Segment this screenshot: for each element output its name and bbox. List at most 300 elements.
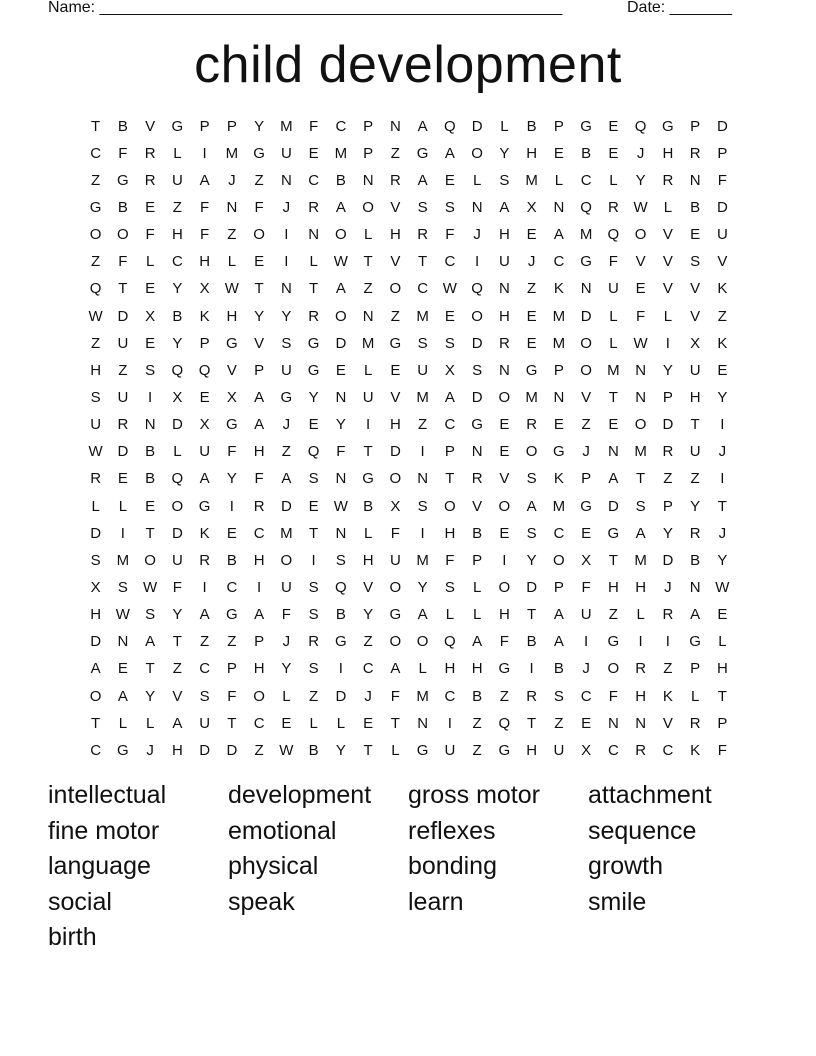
grid-letter: Z [227,633,237,651]
grid-letter: Z [172,198,182,216]
grid-letter: D [90,524,102,542]
word-list-item: reflexes [408,816,496,845]
grid-letter: P [690,117,701,135]
grid-letter: V [662,714,673,732]
grid-letter: V [145,117,156,135]
grid-letter: E [117,470,128,488]
grid-letter: O [471,144,483,162]
grid-letter: P [472,551,483,569]
grid-letter: N [117,633,129,651]
grid-letter: M [416,551,429,569]
grid-letter: O [389,578,402,596]
grid-letter: H [635,687,647,705]
grid-letter: O [389,470,402,488]
grid-letter: O [580,334,592,352]
grid-letter: Z [499,687,509,705]
grid-letter: R [199,551,211,569]
grid-letter: P [553,578,564,596]
grid-letter: T [227,714,237,732]
grid-letter: Z [390,307,400,325]
grid-letter: B [145,443,156,461]
grid-letter: G [307,334,320,352]
grid-letter: H [90,606,102,624]
grid-letter: H [471,660,483,678]
grid-letter: R [117,416,129,434]
grid-letter: O [335,226,347,244]
grid-letter: J [228,171,236,189]
grid-letter: E [335,361,346,379]
grid-letter: N [226,198,238,216]
grid-letter: Z [91,171,101,189]
grid-letter: O [171,497,184,515]
grid-letter: S [690,253,701,271]
grid-letter: Y [335,741,346,759]
grid-letter: O [634,226,647,244]
grid-letter: H [389,226,401,244]
grid-letter: G [580,117,592,135]
grid-letter: C [171,253,183,271]
grid-letter: S [117,578,128,596]
grid-letter: S [635,497,646,515]
grid-letter: Z [254,171,264,189]
grid-row [82,303,736,330]
grid-letter: Y [499,144,510,162]
grid-letter: H [635,578,647,596]
grid-letter: A [417,117,428,135]
grid-letter: L [363,361,373,379]
grid-letter: T [309,524,319,542]
grid-letter: H [526,741,538,759]
grid-letter: C [580,171,592,189]
grid-letter: E [308,416,319,434]
grid-letter: N [389,117,401,135]
grid-letter: I [366,416,371,434]
grid-letter: U [199,714,211,732]
grid-letter: C [553,524,565,542]
grid-letter: E [281,714,292,732]
grid-letter: W [715,578,730,596]
grid-letter: E [308,144,319,162]
grid-letter: L [472,606,482,624]
grid-letter: J [473,226,481,244]
grid-letter: T [390,714,400,732]
word-list-item: learn [408,887,464,916]
grid-letter: L [309,714,318,732]
grid-letter: V [254,334,265,352]
grid-letter: N [689,171,701,189]
grid-letter: L [445,606,455,624]
grid-letter: E [226,524,237,542]
grid-letter: U [417,361,429,379]
grid-letter: T [527,714,537,732]
grid-letter: A [390,660,401,678]
grid-letter: S [417,334,428,352]
grid-letter: A [199,606,210,624]
grid-letter: F [118,144,128,162]
grid-letter: P [662,497,673,515]
grid-letter: G [389,606,402,624]
word-list [48,778,768,956]
grid-letter: N [607,443,619,461]
word-list-item: language [48,852,151,880]
grid-letter: W [88,307,103,325]
grid-letter: L [391,741,400,759]
word-list-item: smile [588,887,647,916]
grid-letter: U [553,741,565,759]
grid-letter: N [280,171,292,189]
grid-letter: U [280,144,292,162]
grid-letter: R [662,171,674,189]
grid-letter: Z [281,443,291,461]
word-list-item: fine motor [48,816,160,845]
grid-letter: U [280,361,292,379]
grid-letter: D [580,307,592,325]
grid-letter: Y [417,578,428,596]
grid-letter: Y [308,388,319,406]
grid-letter: L [145,253,155,271]
grid-letter: F [336,443,346,461]
grid-letter: B [690,198,701,216]
grid-letter: S [90,551,101,569]
grid-letter: Z [363,633,373,651]
grid-letter: R [689,714,701,732]
grid-letter: Z [118,361,128,379]
grid-letter: X [526,198,537,216]
grid-letter: Z [690,470,700,488]
grid-letter: T [717,497,727,515]
grid-letter: H [389,416,401,434]
grid-letter: L [418,660,427,678]
grid-letter: L [282,687,291,705]
grid-letter: E [308,497,319,515]
grid-letter: E [608,144,619,162]
grid-letter: N [335,470,347,488]
grid-letter: A [553,606,564,624]
grid-letter: C [253,714,265,732]
grid-letter: E [526,307,537,325]
grid-letter: Y [281,660,292,678]
grid-letter: G [226,416,238,434]
grid-letter: E [254,253,265,271]
grid-letter: N [635,388,647,406]
grid-letter: P [363,117,374,135]
grid-letter: N [689,578,701,596]
grid-letter: R [689,524,701,542]
grid-letter: T [145,524,155,542]
grid-letter: U [716,226,728,244]
grid-letter: Y [662,524,673,542]
grid-letter: O [498,497,511,515]
grid-letter: Y [363,606,374,624]
grid-letter: U [199,443,211,461]
grid-letter: Y [172,606,183,624]
grid-letter: S [199,687,210,705]
word-list-item: development [228,781,372,809]
grid-letter: C [444,416,456,434]
grid-letter: X [199,280,210,298]
grid-letter: G [662,117,674,135]
grid-letter: Z [663,660,673,678]
grid-letter: N [580,280,592,298]
grid-letter: B [581,144,592,162]
grid-letter: Z [663,470,673,488]
grid-letter: D [471,117,483,135]
grid-letter: T [118,280,128,298]
grid-letter: A [526,497,537,515]
grid-letter: T [363,443,373,461]
grid-letter: O [362,198,374,216]
grid-letter: D [117,307,129,325]
grid-letter: T [636,470,646,488]
grid-row [82,629,736,656]
grid-letter: C [226,578,238,596]
grid-letter: O [525,443,538,461]
grid-letter: G [607,524,620,542]
grid-letter: K [199,524,210,542]
grid-letter: T [418,253,428,271]
grid-letter: X [444,361,455,379]
grid-letter: W [442,280,457,298]
grid-letter: Q [444,633,456,651]
grid-letter: D [471,334,483,352]
grid-row [82,656,736,683]
grid-letter: M [579,226,593,244]
grid-letter: H [607,578,619,596]
grid-letter: V [690,280,701,298]
name-field-label: Name: ____________________________________________________ [48,0,563,16]
grid-letter: P [254,361,265,379]
grid-letter: M [225,144,239,162]
grid-letter: N [498,361,510,379]
grid-letter: L [91,497,100,515]
grid-letter: G [607,633,620,651]
grid-letter: D [199,741,211,759]
grid-letter: B [526,633,537,651]
grid-letter: W [279,741,294,759]
grid-letter: L [636,606,645,624]
grid-row [82,276,736,303]
grid-letter: E [526,334,537,352]
grid-letter: N [308,226,320,244]
grid-letter: Z [254,741,264,759]
grid-letter: L [500,117,509,135]
grid-letter: H [498,606,510,624]
grid-letter: A [553,633,564,651]
grid-letter: J [636,144,645,162]
grid-letter: L [718,633,727,651]
grid-letter: C [90,741,102,759]
grid-letter: K [717,280,728,298]
grid-letter: Y [335,416,346,434]
grid-letter: A [635,524,646,542]
grid-letter: I [665,633,670,651]
grid-letter: O [389,633,402,651]
grid-letter: C [417,280,429,298]
grid-letter: L [227,253,237,271]
grid-letter: E [553,416,564,434]
grid-letter: Y [226,470,237,488]
grid-letter: E [717,606,728,624]
grid-letter: U [607,280,619,298]
grid-letter: F [445,226,455,244]
grid-letter: G [89,198,102,216]
grid-row [82,439,736,466]
word-list-item: speak [228,887,295,916]
grid-letter: S [145,606,156,624]
grid-letter: A [254,606,265,624]
grid-letter: F [118,253,128,271]
grid-letter: D [607,497,619,515]
grid-letter: H [444,524,456,542]
grid-letter: Y [254,117,265,135]
grid-letter: Z [472,741,482,759]
grid-letter: J [664,578,672,596]
grid-letter: M [416,687,429,705]
grid-letter: Q [307,443,320,461]
grid-letter: N [362,171,374,189]
grid-letter: D [226,741,238,759]
grid-letter: A [444,144,455,162]
grid-letter: T [717,687,727,705]
grid-letter: T [363,253,373,271]
grid-letter: M [607,361,620,379]
grid-letter: S [417,198,428,216]
grid-letter: O [471,307,483,325]
grid-letter: O [89,226,102,244]
grid-letter: X [390,497,401,515]
grid-letter: P [717,714,728,732]
grid-letter: X [90,578,101,596]
grid-letter: L [145,714,155,732]
grid-letter: J [282,633,291,651]
grid-letter: L [309,253,318,271]
grid-letter: V [635,253,646,271]
grid-letter: G [525,361,538,379]
grid-letter: V [717,253,728,271]
grid-letter: M [116,551,130,569]
grid-letter: B [335,606,346,624]
grid-letter: I [584,633,589,651]
grid-letter: N [471,443,483,461]
grid-letter: S [444,334,455,352]
grid-row [82,683,736,710]
grid-letter: L [554,171,564,189]
grid-letter: I [338,660,343,678]
grid-letter: Y [635,171,646,189]
grid-letter: N [635,714,647,732]
grid-letter: W [88,443,103,461]
grid-letter: R [144,171,156,189]
grid-letter: B [145,470,156,488]
grid-letter: U [498,253,510,271]
grid-row [82,249,736,276]
grid-letter: H [253,660,265,678]
grid-letter: O [144,551,156,569]
grid-letter: I [284,226,289,244]
grid-letter: G [553,443,565,461]
grid-letter: R [526,416,538,434]
grid-letter: J [146,741,154,759]
grid-letter: F [309,117,319,135]
grid-letter: L [609,307,618,325]
grid-letter: A [145,633,156,651]
grid-letter: V [662,280,673,298]
grid-letter: U [171,171,183,189]
grid-letter: R [90,470,102,488]
grid-letter: U [389,551,401,569]
grid-letter: G [580,497,592,515]
grid-letter: N [280,280,292,298]
grid-letter: H [498,307,510,325]
grid-letter: G [389,334,402,352]
grid-letter: E [526,226,537,244]
grid-letter: I [638,633,643,651]
grid-letter: X [145,307,156,325]
grid-letter: P [199,117,210,135]
grid-letter: M [280,117,293,135]
grid-row [82,466,736,493]
grid-letter: I [148,388,153,406]
grid-letter: U [689,361,701,379]
grid-letter: I [202,578,207,596]
grid-letter: R [308,307,320,325]
grid-letter: C [444,253,456,271]
grid-letter: R [308,633,320,651]
grid-letter: C [335,117,347,135]
grid-letter: I [475,253,480,271]
grid-letter: Z [608,606,618,624]
grid-letter: U [171,551,183,569]
grid-letter: D [171,416,183,434]
grid-letter: E [363,714,374,732]
grid-letter: C [362,660,374,678]
grid-letter: T [91,714,101,732]
grid-letter: A [199,470,210,488]
word-list-item: emotional [228,816,337,845]
word-list-item: gross motor [408,781,540,809]
grid-letter: V [472,497,483,515]
grid-letter: Y [662,361,673,379]
grid-letter: B [472,524,483,542]
grid-letter: N [471,198,483,216]
grid-letter: M [552,497,566,515]
grid-letter: F [445,551,455,569]
grid-letter: R [471,470,483,488]
grid-letter: G [498,660,511,678]
grid-letter: Z [91,334,101,352]
grid-letter: N [417,714,429,732]
grid-row [82,520,736,547]
grid-letter: H [689,388,701,406]
grid-letter: I [120,524,125,542]
grid-letter: Z [91,253,101,271]
grid-letter: U [117,334,129,352]
grid-letter: H [526,144,538,162]
grid-letter: R [662,606,674,624]
grid-letter: F [172,578,182,596]
grid-letter: S [526,524,537,542]
grid-letter: L [472,578,482,596]
word-list-item: attachment [588,781,712,809]
grid-letter: Q [580,198,592,216]
grid-letter: S [308,578,319,596]
grid-letter: V [390,253,401,271]
grid-letter: W [333,497,348,515]
grid-letter: I [311,551,316,569]
grid-letter: A [254,388,265,406]
grid-letter: B [117,117,128,135]
grid-letter: R [689,144,701,162]
